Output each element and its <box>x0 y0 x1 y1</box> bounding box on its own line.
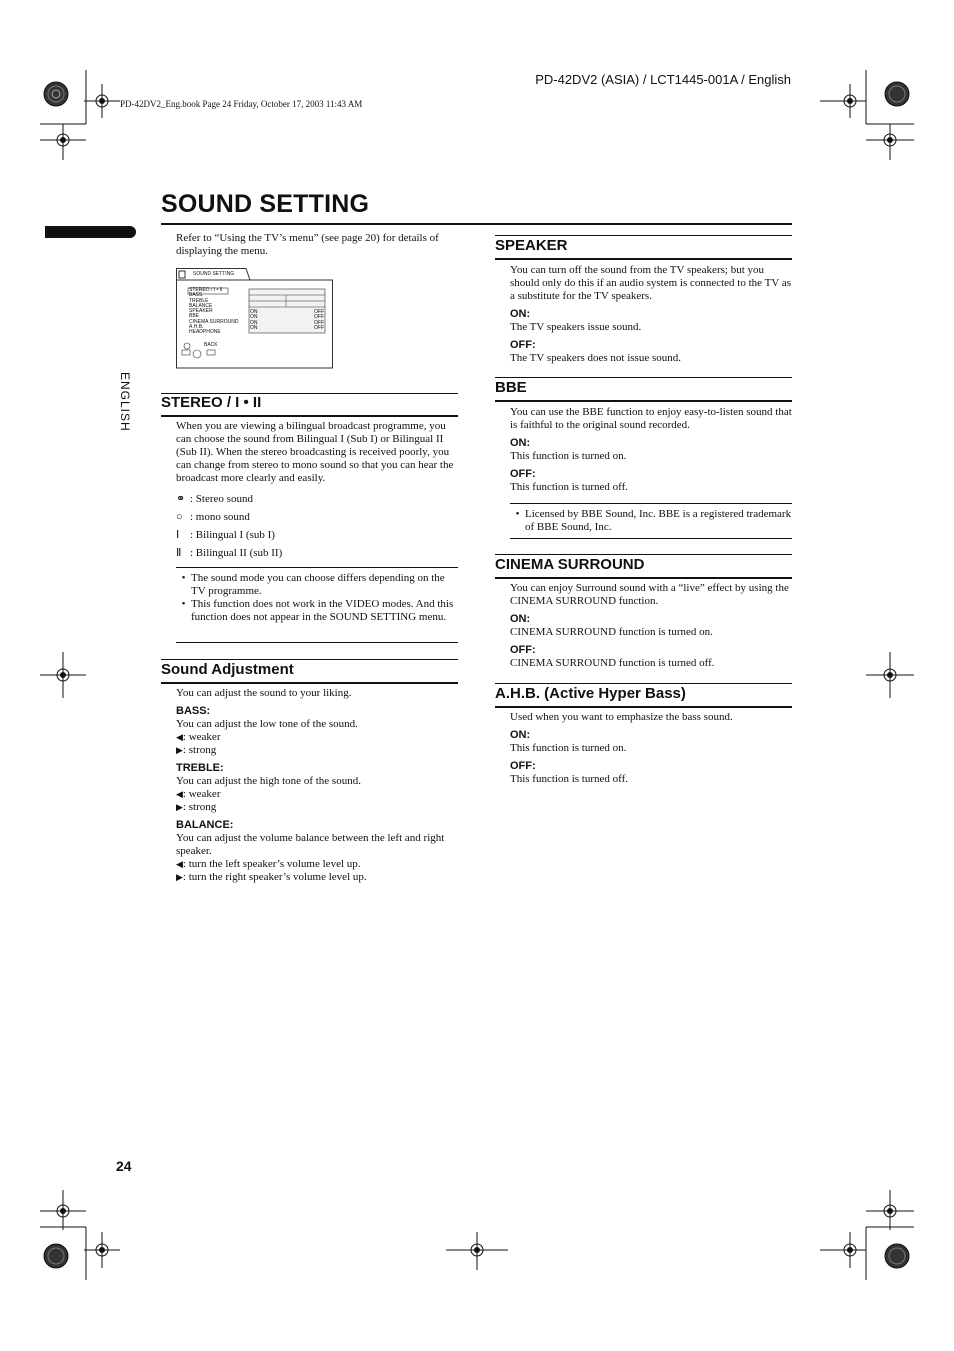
menu-item: A.H.B. <box>189 324 204 331</box>
stereo-heading: STEREO / I • II <box>161 394 262 411</box>
menu-on-label: ON <box>250 309 258 315</box>
sound-adjustment-heading: Sound Adjustment <box>161 661 294 678</box>
menu-item: STEREO / I • II <box>189 287 223 293</box>
menu-title: SOUND SETTING <box>193 271 235 277</box>
menu-item: SPEAKER <box>189 308 213 315</box>
menu-off-label: OFF <box>314 309 324 315</box>
balance-right-text: : turn the right speaker’s volume level up. <box>182 871 367 883</box>
menu-item: BBE <box>189 313 200 320</box>
note-item: • This function does not work in the VIDEO modes. And this function does not appear in the SOUND SETTING menu. <box>176 598 458 624</box>
right-arrow-icon: ▶ <box>176 872 183 882</box>
speaker-heading: SPEAKER <box>495 237 568 254</box>
ahb-off-label: OFF: <box>510 760 536 772</box>
treble-label: TREBLE: <box>176 762 224 774</box>
speaker-on-text: The TV speakers issue sound. <box>510 321 642 333</box>
menu-item: TREBLE <box>189 297 209 304</box>
balance-label: BALANCE: <box>176 819 234 831</box>
bass-left-text: : weaker <box>182 731 221 743</box>
bilingual-2-text: : Bilingual II (sub II) <box>190 547 283 559</box>
cinema-surround-heading: CINEMA SURROUND <box>495 556 645 573</box>
stereo-mode-list <box>176 490 282 562</box>
ahb-block <box>510 711 792 786</box>
speaker-body: You can turn off the sound from the TV speakers; but you should only do this if an audio system is connected to the TV as a substitute for the TV speakers. <box>510 264 791 302</box>
left-arrow-icon: ◀ <box>176 789 183 799</box>
menu-item: HEADPHONE <box>189 329 221 336</box>
menu-back-label: BACK <box>204 342 218 348</box>
bilingual-1-text: : Bilingual I (sub I) <box>190 529 275 541</box>
stereo-notes-rule-bottom <box>176 642 458 643</box>
menu-off-label: OFF <box>314 324 324 331</box>
bbe-note-rule-top <box>510 503 792 504</box>
balance-right-line <box>176 871 458 884</box>
stereo-notes <box>176 572 458 624</box>
treble-text: You can adjust the high tone of the sound. <box>176 775 361 787</box>
bbe-note: • Licensed by BBE Sound, Inc. BBE is a registered trademark of BBE Sound, Inc. <box>515 508 792 533</box>
treble-left-line <box>176 788 458 801</box>
ahb-on-label: ON: <box>510 729 531 741</box>
bbe-body: You can use the BBE function to enjoy easy-to-listen sound that is faithful to the original sound recorded. <box>510 406 792 431</box>
cinema-block <box>510 582 792 670</box>
bass-right-line <box>176 744 458 757</box>
bbe-top-rule <box>495 377 792 378</box>
note-item: • The sound mode you can choose differs depending on the TV programme. <box>176 572 458 598</box>
right-arrow-icon: ▶ <box>176 802 183 812</box>
left-arrow-icon: ◀ <box>176 732 183 742</box>
balance-text: You can adjust the volume balance between the left and right speaker. <box>176 832 445 857</box>
sound-adjustment-block <box>176 687 458 884</box>
menu-on-label: ON <box>250 324 258 331</box>
cinema-off-label: OFF: <box>510 644 536 656</box>
balance-left-text: : turn the left speaker’s volume level up. <box>182 858 361 870</box>
bass-left-line <box>176 731 458 744</box>
bass-right-text: : strong <box>182 744 217 756</box>
cinema-top-rule <box>495 554 792 555</box>
bbe-heading-rule <box>495 400 792 402</box>
mono-mode-text: : mono sound <box>190 511 250 523</box>
bbe-heading: BBE <box>495 379 527 396</box>
cinema-heading-rule <box>495 577 792 579</box>
treble-right-line <box>176 801 458 814</box>
ahb-off-text: This function is turned off. <box>510 773 629 785</box>
bbe-on-text: This function is turned on. <box>510 450 627 462</box>
stereo-mode-item <box>176 544 282 562</box>
bbe-note-text: Licensed by BBE Sound, Inc. BBE is a registered trademark of BBE Sound, Inc. <box>525 508 792 533</box>
bass-text: You can adjust the low tone of the sound. <box>176 718 358 730</box>
stereo-mode-item <box>176 490 282 508</box>
speaker-top-rule <box>495 235 792 236</box>
page-title: SOUND SETTING <box>161 190 370 218</box>
ahb-heading: A.H.B. (Active Hyper Bass) <box>495 685 686 702</box>
stereo-notes-rule-top <box>176 567 458 568</box>
treble-left-text: : weaker <box>182 788 221 800</box>
menu-off-label: OFF <box>314 314 324 321</box>
stereo-symbol-icon: ⚭ <box>176 493 186 505</box>
page-number: 24 <box>116 1158 132 1174</box>
cinema-off-text: CINEMA SURROUND function is turned off. <box>510 657 715 669</box>
mono-symbol-icon: ○ <box>176 511 183 523</box>
cinema-on-label: ON: <box>510 613 531 625</box>
menu-off-label: OFF <box>314 319 324 326</box>
sound-adjustment-intro: You can adjust the sound to your liking. <box>176 687 352 699</box>
bbe-off-label: OFF: <box>510 468 536 480</box>
speaker-off-label: OFF: <box>510 339 536 351</box>
bbe-off-text: This function is turned off. <box>510 481 629 493</box>
left-arrow-icon: ◀ <box>176 859 183 869</box>
adjust-top-rule <box>161 659 458 660</box>
stereo-mode-item <box>176 526 282 544</box>
bilingual-2-icon: Ⅱ <box>176 547 182 559</box>
bass-label: BASS: <box>176 705 211 717</box>
bbe-on-label: ON: <box>510 437 531 449</box>
title-rule <box>161 223 792 225</box>
right-arrow-icon: ▶ <box>176 745 183 755</box>
model-line: PD-42DV2 (ASIA) / LCT1445-001A / English <box>535 72 791 87</box>
book-info-line: PD-42DV2_Eng.book Page 24 Friday, October 17, 2003 11:43 AM <box>120 99 363 109</box>
menu-on-label: ON <box>250 314 258 321</box>
menu-on-label: ON <box>250 319 258 326</box>
adjust-heading-rule <box>161 682 458 684</box>
ahb-body: Used when you want to emphasize the bass sound. <box>510 711 733 723</box>
sound-setting-menu-illustration <box>176 268 333 372</box>
balance-left-line <box>176 858 458 871</box>
bbe-block <box>510 406 792 494</box>
menu-item: BASS <box>189 292 203 299</box>
speaker-on-label: ON: <box>510 308 531 320</box>
treble-right-text: : strong <box>182 801 217 813</box>
ahb-top-rule <box>495 683 792 684</box>
speaker-block <box>510 264 792 365</box>
bilingual-1-icon: Ⅰ <box>176 529 180 541</box>
stereo-heading-rule <box>161 415 458 417</box>
bbe-note-rule-bottom <box>510 538 792 539</box>
stereo-mode-item <box>176 508 282 526</box>
stereo-mode-text: : Stereo sound <box>190 493 253 505</box>
section-tab-bar <box>45 226 136 238</box>
ahb-on-text: This function is turned on. <box>510 742 627 754</box>
cinema-body: You can enjoy Surround sound with a “live” effect by using the CINEMA SURROUND function. <box>510 582 789 607</box>
note-text: The sound mode you can choose differs depending on the TV programme. <box>191 572 445 597</box>
intro-text: Refer to “Using the TV’s menu” (see page 20) for details of displaying the menu. <box>176 232 439 257</box>
ahb-heading-rule <box>495 706 792 708</box>
note-text: This function does not work in the VIDEO modes. And this function does not appear in the SOUND SETTING menu. <box>191 598 454 623</box>
language-side-label: ENGLISH <box>118 372 132 432</box>
menu-item: BALANCE <box>189 302 213 309</box>
stereo-body: When you are viewing a bilingual broadcast programme, you can choose the sound from Bilingual I (Sub I) or Bilingual II (Sub II). When the stereo broadcasting is received poorly, you can change from stereo to mono sound so that you can hear the broadcast more clearly and easily. <box>176 420 454 484</box>
cinema-on-text: CINEMA SURROUND function is turned on. <box>510 626 713 638</box>
speaker-off-text: The TV speakers does not issue sound. <box>510 352 681 364</box>
menu-item: CINEMA SURROUND <box>189 318 239 325</box>
speaker-heading-rule <box>495 258 792 260</box>
